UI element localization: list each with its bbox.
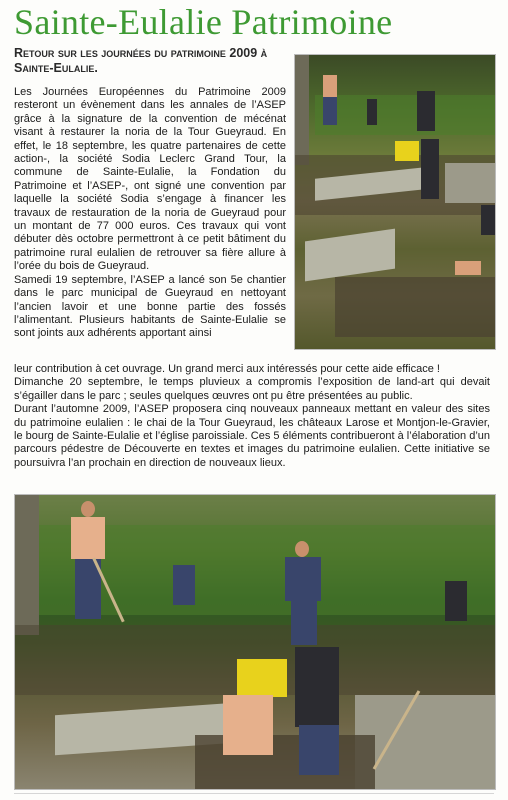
photo-lavoir-cleaning-top bbox=[294, 54, 496, 350]
page-title: Sainte-Eulalie Patrimoine bbox=[14, 2, 393, 42]
article-subtitle: Retour sur les journées du patrimoine 2009 à Sainte-Eulalie. bbox=[14, 46, 268, 75]
paragraph-land-art: Dimanche 20 septembre, le temps pluvieux a compromis l’exposition de land-art qui devait s’égailler dans le parc ; seules quelques œuvres ont pu être présentées au public. bbox=[14, 376, 490, 402]
paragraph-thanks: leur contribution à cet ouvrage. Un grand merci aux intéressés pour cette aide efficace ! bbox=[14, 363, 440, 375]
article-body-column bbox=[14, 86, 286, 341]
paragraph-convention: Les Journées Européennes du Patrimoine 2009 resteront un évènement dans les annales de l’ASEP grâce à la signature de la convention de mécénat visant à restaurer la noria de la Tour Gueyraud. En effet, le 18 septembre, les quatre partenaires de cette action-, la société Sodia Leclerc Grand Tour, la commune de Sainte-Eulalie, la Fondation du Patrimoine et l’ASEP-, ont signé une convention par laquelle la société Sodia s’engage à financer les travaux de restauration de la noria de Gueyraud pour un montant de 77 000 euros. Ces travaux qui vont débuter dès octobre permettront à ce petit bâtiment du patrimoine rural eulalien de retrouver sa fière allure à l’orée du bois de Gueyraud. bbox=[14, 86, 286, 273]
page-bottom-rule bbox=[14, 793, 494, 794]
paragraph-panneaux: Durant l’automne 2009, l’ASEP proposera cinq nouveaux panneaux mettant en valeur des sites du patrimoine eulalien : le chai de la Tour Gueyraud, les châteaux Larose et Montjon-le-Gravier, le bourg de Sainte-Eulalie et l’église paroissiale. Ces 5 éléments contribueront à l’élaboration d’un parcours pédestre de Découverte en textes et images du patrimoine eulalien. Cette initiative se poursuivra l’an prochain en direction de nouveaux lieux. bbox=[14, 403, 490, 469]
article-body-full bbox=[14, 363, 490, 470]
paragraph-chantier: Samedi 19 septembre, l’ASEP a lancé son 5e chantier dans le parc municipal de Gueyraud en nettoyant l’ancien lavoir et une bonne partie des fossés l’alimentant. Plusieurs habitants de Sainte-Eulalie se sont joints aux adhérents apportant ainsi bbox=[14, 273, 286, 340]
photo-lavoir-cleaning-bottom bbox=[14, 494, 496, 790]
